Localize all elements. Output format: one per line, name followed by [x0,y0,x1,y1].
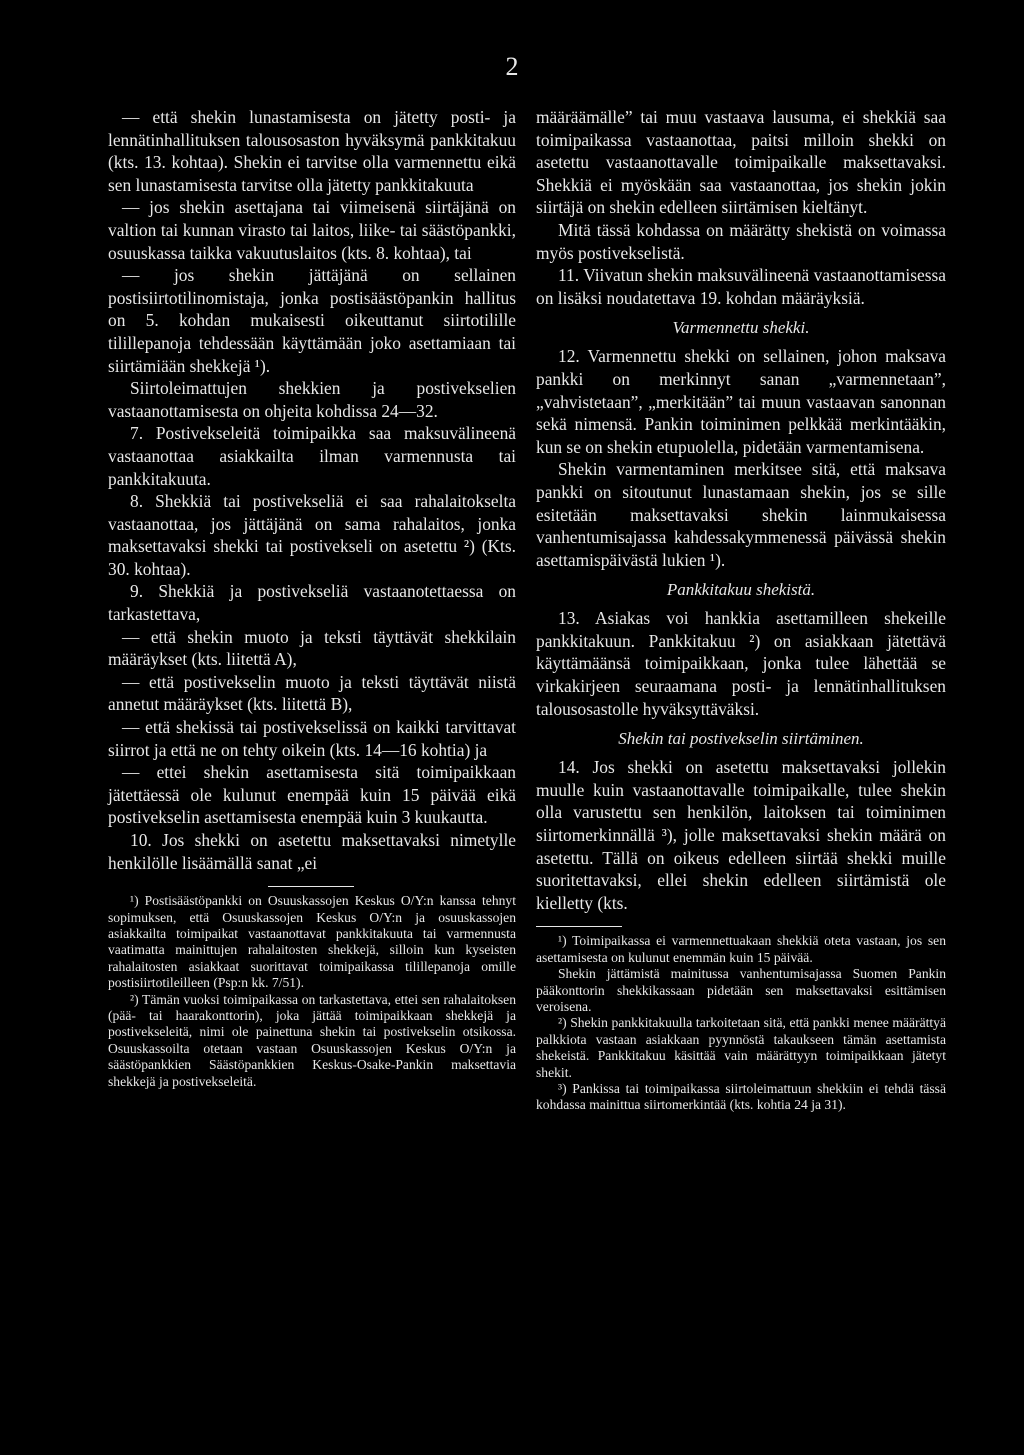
left-body-text [108,106,516,874]
paragraph: — että shekin lunastamisesta on jätetty posti- ja lennätinhallituksen talousosaston hyväksymä pankkitakuu (kts. 13. kohtaa). Shekin ei tarvitse olla varmennettu eikä sen lunastamisesta tarvitse olla jätetty pankkitakuuta [108,107,516,195]
footnote: ¹) Postisäästöpankki on Osuuskassojen Keskus O/Y:n kanssa tehnyt sopimuksen, että Osuuskassojen Keskus O/Y:n ja osuuskassojen asiakkailta toimipaikat vastaanottavat pankkitakuuta tai varmennusta vaatimatta mainittujen rahalaitosten shekkejä, silloin kun kyseisten rahalaitosten asiakkaat suorittavat toimipaikassa tilillepanoja omille postisiirtotileilleen (Psp:n kk. 7/51). [108,893,516,991]
footnote-continued: Shekin jättämistä mainitussa vanhentumisajassa Suomen Pankin pääkonttorin shekkikassaan pidetään sen maksettavaksi esittämisen veroisena. [536,966,946,1015]
left-column [108,106,516,1090]
section-heading: Varmennettu shekki. [672,318,810,338]
footnote: ²) Shekin pankkitakuulla tarkoitetaan sitä, että pankki menee määrättyä palkkiota vastaan asiakkaan pyynnöstä takaukseen tämän asettamista shekeistä. Pankkitakuu käsittää vain määrättyyn toimipaikkaan jätetyt shekit. [536,1015,946,1080]
paragraph: 11. Viivatun shekin maksuvälineenä vastaanottamisessa on lisäksi noudatettava 19. kohdan määräyksiä. [536,265,946,308]
paragraph: 13. Asiakas voi hankkia asettamilleen shekeille pankkitakuun. Pankkitakuu ²) on asiakkaan jätettävä käyttämäänsä toimipaikkaan, jonka tulee lähettää se virkakirjeen seuraamana posti- ja lennätinhallituksen talousosastolle hyväksyttäväksi. [536,608,946,719]
paragraph: Siirtoleimattujen shekkien ja postivekselien vastaanottamisesta on ohjeita kohdissa 24—32. [108,378,516,421]
section-heading: Shekin tai postivekselin siirtäminen. [618,729,864,749]
paragraph: — että shekin muoto ja teksti täyttävät shekkilain määräykset (kts. liitettä A), [108,626,516,670]
paragraph: määräämälle” tai muu vastaava lausuma, ei shekkiä saa toimipaikassa vastaanottaa, paitsi milloin shekki on asetettu vastaanottavalle toimipaikalle maksettavaksi. Shekkiä ei myöskään saa vastaanottaa, jos shekin jokin siirtäjä on shekin edelleen siirtämisen kieltänyt. [536,107,946,218]
paragraph: Shekin varmentaminen merkitsee sitä, että maksava pankki on sitoutunut lunastamaan shekin, jos se sille esitetään maksettavaksi shekin lainmukaisessa vanhentumisajassa kahdessakymmenessä päivässä shekin asettamispäivästä lukien ¹). [536,459,946,570]
left-footnotes [108,893,516,1090]
paragraph: — jos shekin jättäjänä on sellainen postisiirtotilinomistaja, jonka postisäästöpankin hallitus on 5. kohdan mukaisesti oikeuttanut siirtotilille tilillepanoja tehdessään käyttämään joko asettamiaan tai siirtämiään shekkejä ¹). [108,265,516,376]
paragraph: — että shekissä tai postivekselissä on kaikki tarvittavat siirrot ja että ne on tehty oikein (kts. 14—16 kohtia) ja [108,717,516,760]
footnote-divider [536,926,622,927]
paragraph: 7. Postivekseleitä toimipaikka saa maksuvälineenä vastaanottaa asiakkailta ilman varmennusta tai pankkitakuuta. [108,423,516,489]
paragraph: 10. Jos shekki on asetettu maksettavaksi nimetylle henkilölle lisäämällä sanat „ei [108,830,516,873]
footnote-divider [268,886,354,887]
paragraph: 9. Shekkiä ja postivekseliä vastaanotettaessa on tarkastettava, [108,581,516,625]
section-heading: Pankkitakuu shekistä. [666,580,816,600]
paragraph: 14. Jos shekki on asetettu maksettavaksi jollekin muulle kuin vastaanottavalle toimipaikalle, tulee shekin olla varustettu sen henkilön, laitoksen tai toiminimen siirtomerkinnällä ³), jolle maksettavaksi shekin määrä on asetettu. Tällä on oikeus edelleen siirtää shekki muille suoritettavaksi, ellei shekin edelleen siirtämistä ole kielletty (kts. [536,757,946,913]
right-footnotes [536,933,946,1113]
footnote: ³) Pankissa tai toimipaikassa siirtoleimattuun shekkiin ei tehdä tässä kohdassa mainittua siirtomerkintää (kts. kohtia 24 ja 31). [536,1081,946,1113]
right-body-text [536,106,946,914]
paragraph: 8. Shekkiä tai postivekseliä ei saa rahalaitokselta vastaanottaa, jos jättäjänä on sama rahalaitos, jonka maksettavaksi shekki tai postivekseli on asetettu ²) (Kts. 30. kohtaa). [108,491,516,579]
paragraph: — että postivekselin muoto ja teksti täyttävät niistä annetut määräykset (kts. liitettä B), [108,671,516,715]
paragraph: — ettei shekin asettamisesta sitä toimipaikkaan jätettäessä ole kulunut enempää kuin 15 päivää eikä postivekselin asettamisesta enempää kuin 3 kuukautta. [108,762,516,828]
page-number: 2 [505,52,519,81]
paragraph: 12. Varmennettu shekki on sellainen, johon maksava pankki on merkinnyt sanan „varmennetaan”, „vahvistetaan”, „merkitään” tai muun vastaavan sanonnan sekä nimensä. Pankin toiminimen pelkkää merkintääkin, kun se on shekin etupuolella, pidetään varmentamisena. [536,346,946,457]
paragraph: — jos shekin asettajana tai viimeisenä siirtäjänä on valtion tai kunnan virasto tai laitos, liike- tai säästöpankki, osuuskassa taikka vakuutuslaitos (kts. 8. kohtaa), tai [108,197,516,263]
footnote: ²) Tämän vuoksi toimipaikassa on tarkastettava, ettei sen rahalaitoksen (pää- tai haarakonttorin), joka jättää toimipaikkaan shekkejä ja postivekseleitä, nimi ole painettuna shekin tai postivekselin otsikossa. Osuuskassoilta otetaan vastaan Osuuskassojen Keskus O/Y:n ja säästöpankkien Säästöpankkien Keskus-Osake-Pankin maksettavia shekkejä ja postivekseleitä. [108,991,516,1089]
footnote: ¹) Toimipaikassa ei varmennettuakaan shekkiä oteta vastaan, jos sen asettamisesta on kulunut enemmän kuin 15 päivää. [536,933,946,965]
right-column [536,106,946,1114]
paragraph: Mitä tässä kohdassa on määrätty shekistä on voimassa myös postivekselistä. [536,219,946,263]
